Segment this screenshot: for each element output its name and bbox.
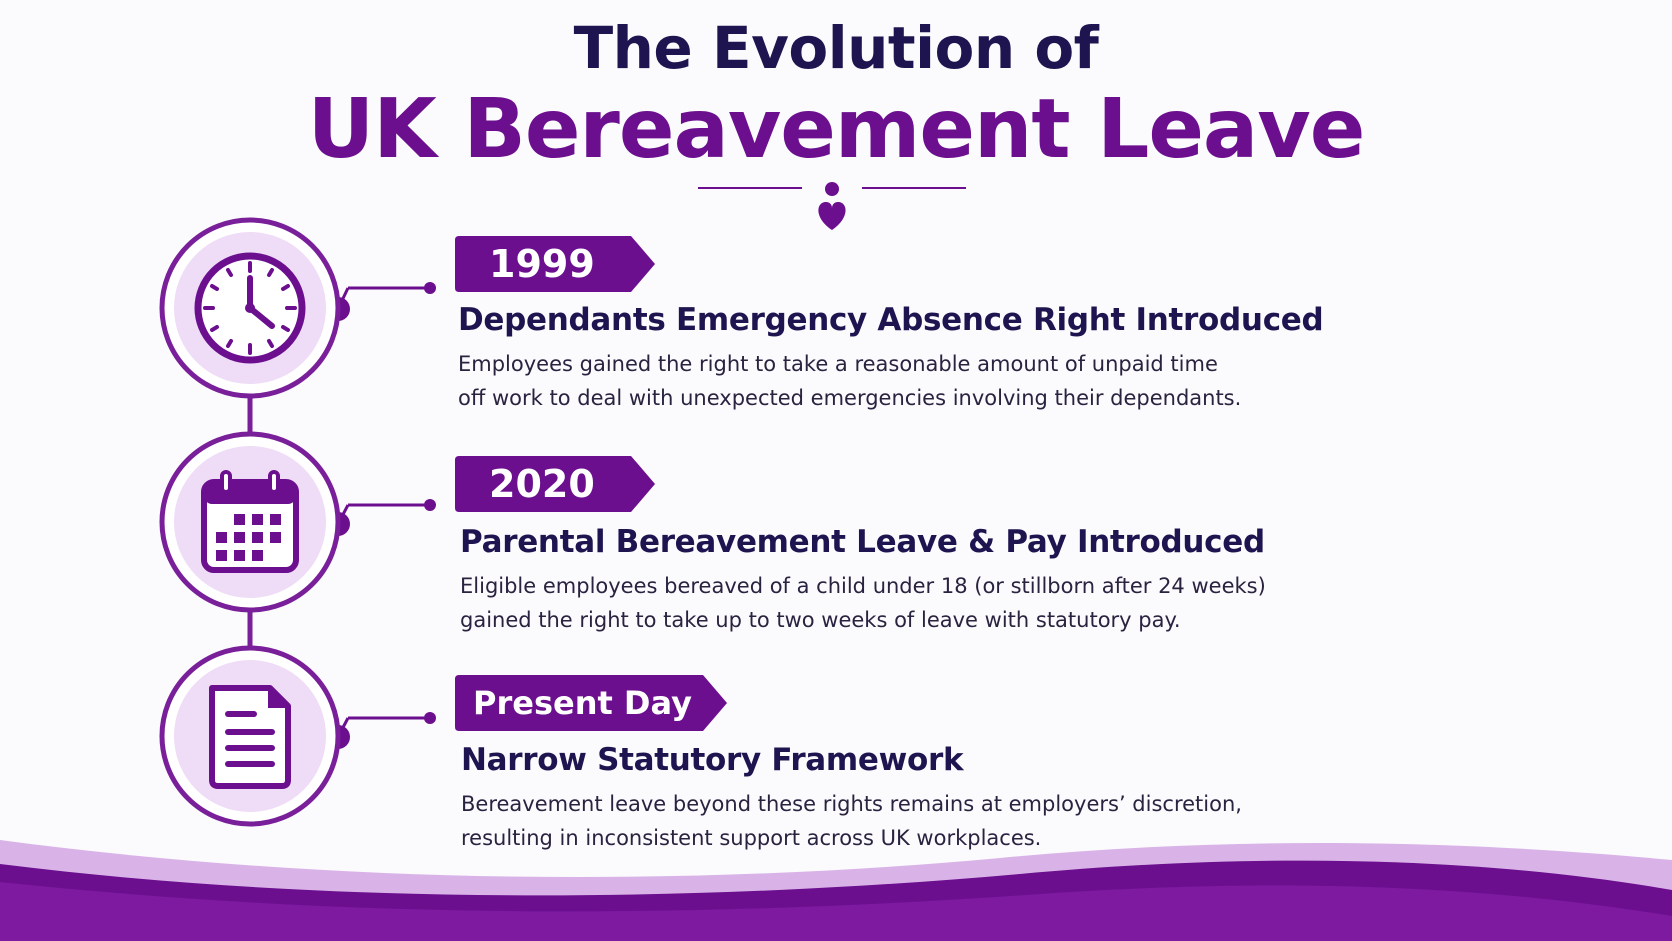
body-line: Bereavement leave beyond these rights remains at employers’ discretion,: [461, 792, 1242, 816]
body-line: off work to deal with unexpected emergencies involving their dependants.: [458, 386, 1242, 410]
year-badge-2020: [455, 456, 655, 512]
body-line: resulting in inconsistent support across UK workplaces.: [461, 826, 1042, 850]
title-line-2: UK Bereavement Leave: [307, 82, 1365, 177]
entry-heading-present-day: Narrow Statutory Framework: [461, 742, 964, 778]
entry-body-1999: [458, 347, 1242, 415]
year-badge-1999: [455, 236, 655, 292]
connector-2: [326, 499, 436, 536]
connector-3: [326, 712, 436, 749]
entry-heading-2020: Parental Bereavement Leave & Pay Introduced: [460, 524, 1265, 560]
clock-icon: [158, 216, 342, 400]
badge-label: 1999: [489, 242, 595, 286]
body-line: Employees gained the right to take a reasonable amount of unpaid time: [458, 352, 1218, 376]
body-line: Eligible employees bereaved of a child under 18 (or stillborn after 24 weeks): [460, 574, 1266, 598]
entry-body-2020: [460, 569, 1266, 637]
badge-label: 2020: [489, 462, 595, 506]
title-line-1: The Evolution of: [573, 14, 1099, 82]
year-badge-present-day: [455, 675, 727, 731]
calendar-icon: [158, 430, 342, 614]
badge-label: Present Day: [473, 684, 692, 722]
document-icon: [158, 644, 342, 828]
body-line: gained the right to take up to two weeks of leave with statutory pay.: [460, 608, 1181, 632]
entry-heading-1999: Dependants Emergency Absence Right Introduced: [458, 302, 1324, 338]
connector-1: [326, 282, 436, 321]
footer-wave-decoration: [0, 820, 1672, 941]
